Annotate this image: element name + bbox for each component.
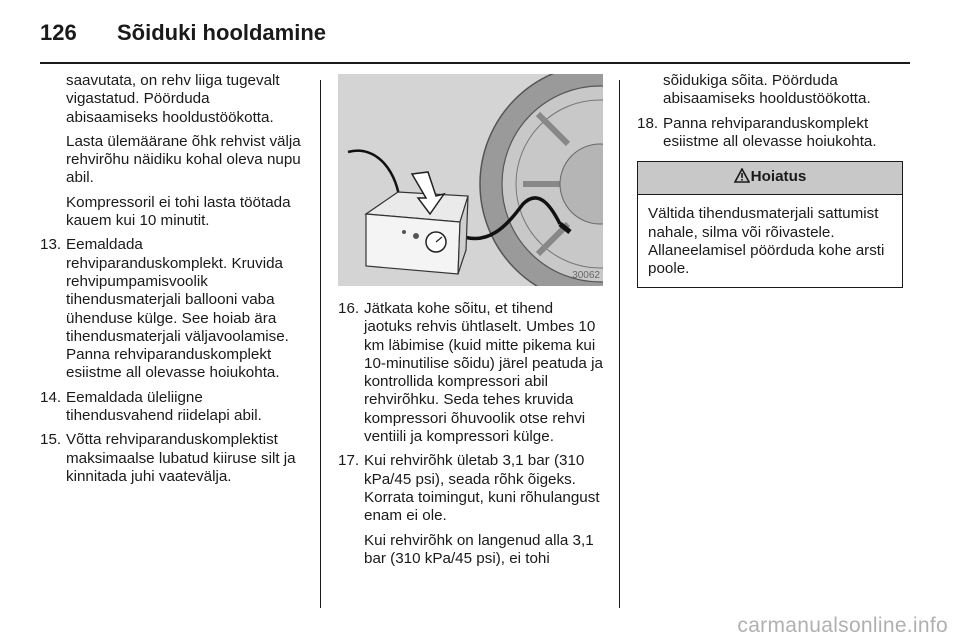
column-divider <box>320 80 321 608</box>
page-header <box>40 18 910 64</box>
warning-box <box>637 161 903 287</box>
paragraph: Kompressoril ei tohi lasta töötada kauem kui 10 minutit. <box>66 193 291 230</box>
paragraph: Kui rehvirõhk on langenud alla 3,1 bar (310 kPa/45 psi), ei tohi <box>364 531 594 567</box>
column-1 <box>40 72 305 492</box>
warning-text: Vältida tihendusmaterjali sattumist nahale, silma või rõivastele. Allaneelamisel pöörduda kohe arsti poole. <box>648 205 885 278</box>
item-number: 13. <box>40 236 62 254</box>
item-text: Eemaldada rehviparanduskomplekt. Kruvida rehvipumpamisvoolik tihendusmaterjali ballooni vaba ühenduse külge. See hoiab ära tihendusmaterjali väljavoolamise. Panna rehviparanduskomplekt esiistme all olevasse hoiukohta. <box>66 236 289 382</box>
item-text: Jätkata kohe sõitu, et tihend jaotuks rehvis ühtlaselt. Umbes 10 km läbimise (kuid mitte pikema kui 10-minutilise sõidu) järel peatuda ja kontrollida kompressori abil rehvirõhku. Seda tehes kruvida kompressori õhuvoolik otse rehvi ventiili ja kompressori külge. <box>364 300 603 446</box>
paragraph: sõidukiga sõita. Pöörduda abisaamiseks hooldustöökotta. <box>663 72 871 108</box>
column-3 <box>637 72 903 288</box>
list-item <box>40 236 305 382</box>
item-number: 18. <box>637 114 659 132</box>
list-item <box>40 389 305 426</box>
figure-number: 30062 <box>572 269 600 281</box>
warning-title: Hoiatus <box>750 168 807 186</box>
paragraph: Lasta ülemäärane õhk rehvist välja rehvirõhu näidiku kohal oleva nupu abil. <box>66 132 301 187</box>
compressor-drawing <box>338 74 603 286</box>
list-item <box>40 431 305 486</box>
page-number: 126 <box>40 20 77 45</box>
list-item <box>338 452 603 525</box>
item-number: 15. <box>40 431 62 449</box>
item-text: Panna rehviparanduskomplekt esiistme all olevasse hoiukohta. <box>663 114 877 150</box>
item-number: 14. <box>40 388 62 406</box>
list-item <box>338 300 603 446</box>
warning-triangle-icon <box>734 168 750 183</box>
paragraph: saavutata, on rehv liiga tugevalt vigastatud. Pöörduda abisaamiseks hooldustöökotta. <box>66 72 280 126</box>
column-2 <box>338 72 603 574</box>
item-text: Võtta rehviparanduskomplektist maksimaalse lubatud kiiruse silt ja kinnitada juhi vaatevälja. <box>66 431 296 485</box>
warning-body <box>638 195 902 286</box>
warning-header <box>638 162 902 195</box>
column-divider <box>619 80 620 608</box>
list-item <box>637 115 903 152</box>
item-text: Kui rehvirõhk ületab 3,1 bar (310 kPa/45 psi), seada rõhk õigeks. Korrata toimingut, kuni rõhulangust enam ei ole. <box>364 452 600 525</box>
watermark: carmanualsonline.info <box>737 614 948 637</box>
item-number: 17. <box>338 452 360 470</box>
item-text: Eemaldada üleliigne tihendusvahend riidelapi abil. <box>66 388 262 425</box>
item-number: 16. <box>338 300 360 317</box>
compressor-box <box>366 192 468 274</box>
compressor-illustration <box>338 74 603 286</box>
page-title: Sõiduki hooldamine <box>117 20 327 45</box>
